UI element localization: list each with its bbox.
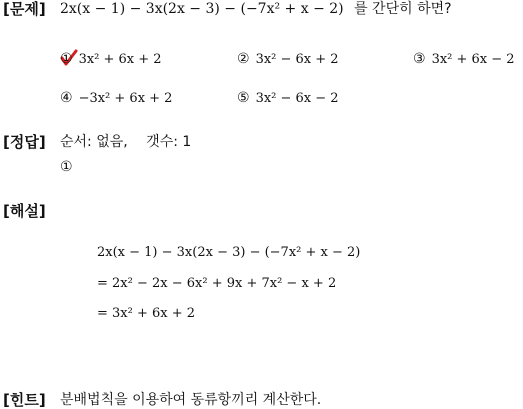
choice-4-number: ④ (60, 90, 73, 106)
solution-label: [해설] (3, 202, 46, 220)
choice-4[interactable] (60, 89, 172, 108)
choice-5-text: 3x² − 6x − 2 (255, 91, 339, 106)
solution-line-3: = 3x² + 6x + 2 (97, 306, 196, 321)
question-expression-text: 2x(x − 1) − 3x(2x − 3) − (−7x² + x − 2) (60, 1, 344, 17)
choice-5-number: ⑤ (237, 90, 250, 106)
choice-5[interactable] (237, 89, 339, 108)
choice-1-text: 3x² + 6x + 2 (78, 52, 162, 67)
choice-3[interactable] (413, 50, 515, 69)
choice-1-number: ① (60, 51, 73, 67)
question-expression (60, 0, 452, 18)
choice-2[interactable] (237, 50, 339, 69)
choice-3-text: 3x² + 6x − 2 (431, 52, 515, 67)
hint-text: 분배법칙을 이용하여 동류항끼리 계산한다. (60, 392, 322, 408)
choice-1[interactable] (60, 50, 162, 69)
answer-count: 갯수: 1 (146, 134, 192, 150)
question-label: [문제] (3, 0, 46, 18)
hint-label: [힌트] (3, 391, 46, 409)
choice-4-text: −3x² + 6x + 2 (78, 91, 173, 106)
answer-order: 순서: 없음, (60, 134, 128, 150)
solution-line-1: 2x(x − 1) − 3x(2x − 3) − (−7x² + x − 2) (97, 245, 361, 260)
question-prompt: 를 간단히 하면? (354, 1, 452, 17)
answer-info (60, 133, 191, 151)
answer-value: ① (60, 159, 73, 175)
choice-2-number: ② (237, 51, 250, 67)
answer-label: [정답] (3, 133, 46, 151)
choice-2-text: 3x² − 6x + 2 (255, 52, 339, 67)
choice-3-number: ③ (413, 51, 426, 67)
solution-line-2: = 2x² − 2x − 6x² + 9x + 7x² − x + 2 (97, 276, 337, 291)
